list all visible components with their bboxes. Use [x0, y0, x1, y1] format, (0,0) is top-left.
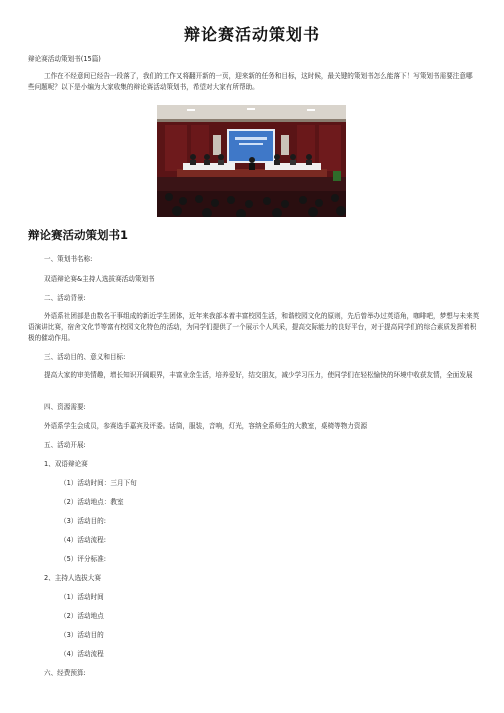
line-19: （3）活动目的 — [60, 631, 104, 639]
line-7: 四、资源需要: — [44, 403, 86, 411]
line-1: 一、策划书名称: — [44, 255, 93, 263]
debate-hall-image — [157, 105, 346, 217]
line-17: （1）活动时间 — [60, 593, 104, 601]
section-heading: 辩论赛活动策划书1 — [28, 228, 129, 242]
line-16: 2、主持人选拔大赛 — [44, 574, 101, 582]
line-3: 二、活动背景: — [44, 294, 86, 302]
debate-event-photo — [157, 105, 346, 217]
paragraph-purpose: 提高大家的审美情趣，增长知识开阔眼界，丰富业余生活，培养爱好，结交朋友，减少学习压力，使同学们在轻松愉快的环境中收获友情，全面发展 — [44, 371, 473, 379]
line-10: 1、双语辩论赛 — [44, 460, 88, 468]
line-5: 三、活动目的、意义和目标: — [44, 353, 126, 361]
line-14: （4）活动流程: — [60, 536, 106, 544]
paragraph-background: 外语系社团部是由数名干事组成的新近学生团体，近年来我部本着丰富校园生活，和谐校园文化的原则，先后曾举办过英语角，咖啡吧，梦想与未来英语演讲比赛，宿舍文化节等富有校园文化特色的活动，为同学们提供了一个展示个人风采，提高交际能力的良好平台，对于提高同学们的综合素质发挥着积极的催动作用。 — [28, 312, 480, 342]
line-18: （2）活动地点 — [60, 612, 104, 620]
page-title: 辩论赛活动策划书 — [183, 25, 320, 44]
line-9: 五、活动开展: — [44, 441, 86, 449]
line-21: 六、经费预算: — [44, 669, 86, 677]
line-2: 双语辩论赛&主持人选拔赛活动策划书 — [44, 275, 155, 283]
line-13: （3）活动目的: — [60, 517, 106, 525]
line-15: （5）评分标准: — [60, 555, 106, 563]
line-20: （4）活动流程 — [60, 650, 104, 658]
line-12: （2）活动地点：教室 — [60, 498, 124, 506]
intro-paragraph: 工作在不经意间已经告一段落了，我们的工作又将翻开新的一页，迎来新的任务和目标，这时候，最关键的策划书怎么能落下！写策划书需要注意哪些问题呢？以下是小编为大家收集的辩论赛活动策划书，希望对大家有所帮助。 — [28, 72, 473, 91]
line-8: 外语系学生会成员，参赛选手嘉宾及评委。话筒，服装，音响，灯光，容纳全系师生的大教室，桌椅等物力资源 — [44, 422, 368, 430]
line-11: （1）活动时间：三月下旬 — [60, 479, 137, 487]
document-subtitle: 辩论赛活动策划书(15篇) — [28, 55, 101, 63]
